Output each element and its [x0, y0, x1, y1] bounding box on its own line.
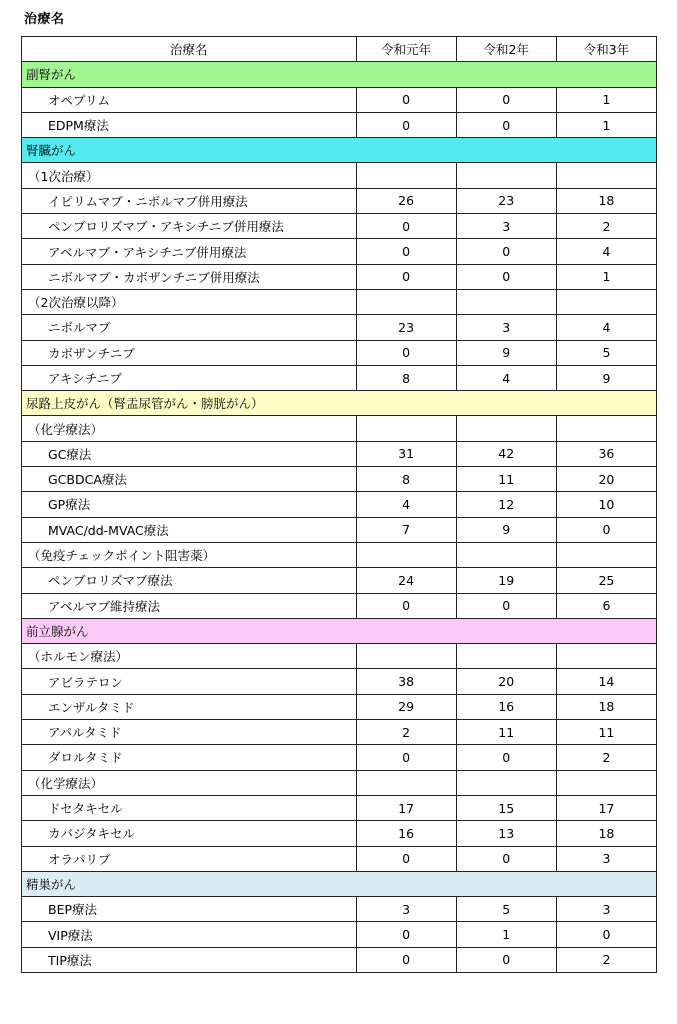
count-cell — [556, 289, 656, 314]
treatment-name: ニボルマブ — [22, 315, 357, 340]
header-treatment-name: 治療名 — [22, 37, 357, 62]
count-cell: 38 — [356, 669, 456, 694]
treatment-name: ダロルタミド — [22, 745, 357, 770]
treatment-row — [22, 897, 657, 922]
subcategory-label: （1次治療） — [22, 163, 357, 188]
count-cell: 11 — [456, 467, 556, 492]
count-cell: 23 — [356, 315, 456, 340]
count-cell: 14 — [556, 669, 656, 694]
treatment-name: BEP療法 — [22, 897, 357, 922]
treatment-row — [22, 112, 657, 137]
count-cell: 0 — [556, 922, 656, 947]
treatment-row — [22, 315, 657, 340]
treatment-name: ペンブロリズマブ・アキシチニブ併用療法 — [22, 214, 357, 239]
count-cell: 23 — [456, 188, 556, 213]
treatment-name: MVAC/dd-MVAC療法 — [22, 517, 357, 542]
treatment-row — [22, 568, 657, 593]
page-title: 治療名 — [24, 12, 65, 27]
count-cell: 17 — [556, 795, 656, 820]
count-cell: 1 — [556, 112, 656, 137]
treatment-row — [22, 795, 657, 820]
count-cell: 9 — [456, 517, 556, 542]
treatment-row — [22, 720, 657, 745]
treatment-row — [22, 188, 657, 213]
category-label: 精巣がん — [22, 871, 657, 896]
category-row — [22, 391, 657, 416]
count-cell: 8 — [356, 365, 456, 390]
subcategory-label: （ホルモン療法） — [22, 644, 357, 669]
count-cell: 25 — [556, 568, 656, 593]
count-cell — [356, 416, 456, 441]
count-cell — [556, 542, 656, 567]
subcategory-label: （免疫チェックポイント阻害薬） — [22, 542, 357, 567]
treatment-name: TIP療法 — [22, 947, 357, 972]
treatment-row — [22, 517, 657, 542]
count-cell: 0 — [356, 846, 456, 871]
category-row — [22, 138, 657, 163]
category-row — [22, 62, 657, 87]
count-cell — [456, 542, 556, 567]
treatment-name: アベルマブ・アキシチニブ併用療法 — [22, 239, 357, 264]
count-cell: 24 — [356, 568, 456, 593]
count-cell: 20 — [456, 669, 556, 694]
count-cell: 0 — [456, 593, 556, 618]
treatment-row — [22, 264, 657, 289]
count-cell: 9 — [556, 365, 656, 390]
count-cell — [456, 163, 556, 188]
count-cell: 4 — [556, 239, 656, 264]
treatment-name: イピリムマブ・ニボルマブ併用療法 — [22, 188, 357, 213]
count-cell: 13 — [456, 821, 556, 846]
treatment-row — [22, 846, 657, 871]
treatment-name: GP療法 — [22, 492, 357, 517]
treatment-row — [22, 821, 657, 846]
count-cell: 18 — [556, 188, 656, 213]
count-cell: 0 — [456, 947, 556, 972]
count-cell: 2 — [356, 720, 456, 745]
header-year-reiwa1: 令和元年 — [356, 37, 456, 62]
treatment-name: カバジタキセル — [22, 821, 357, 846]
treatment-name: ニボルマブ・カボザンチニブ併用療法 — [22, 264, 357, 289]
count-cell: 0 — [356, 745, 456, 770]
count-cell: 0 — [456, 846, 556, 871]
count-cell: 18 — [556, 694, 656, 719]
treatment-row — [22, 467, 657, 492]
count-cell: 0 — [356, 239, 456, 264]
treatment-row — [22, 365, 657, 390]
category-row — [22, 871, 657, 896]
subcategory-row — [22, 542, 657, 567]
treatment-name: カボザンチニブ — [22, 340, 357, 365]
count-cell: 0 — [456, 112, 556, 137]
count-cell — [356, 163, 456, 188]
category-label: 腎臓がん — [22, 138, 657, 163]
count-cell: 12 — [456, 492, 556, 517]
treatment-row — [22, 441, 657, 466]
treatment-row — [22, 694, 657, 719]
count-cell — [456, 416, 556, 441]
count-cell: 3 — [556, 846, 656, 871]
count-cell — [456, 770, 556, 795]
count-cell: 29 — [356, 694, 456, 719]
count-cell: 0 — [356, 593, 456, 618]
count-cell: 0 — [356, 264, 456, 289]
count-cell: 20 — [556, 467, 656, 492]
count-cell: 4 — [556, 315, 656, 340]
treatment-row — [22, 593, 657, 618]
count-cell — [356, 770, 456, 795]
count-cell: 5 — [556, 340, 656, 365]
treatment-row — [22, 745, 657, 770]
subcategory-row — [22, 289, 657, 314]
subcategory-label: （2次治療以降） — [22, 289, 357, 314]
count-cell: 16 — [456, 694, 556, 719]
count-cell: 17 — [356, 795, 456, 820]
count-cell — [556, 163, 656, 188]
count-cell: 3 — [456, 315, 556, 340]
count-cell: 0 — [356, 112, 456, 137]
count-cell: 1 — [456, 922, 556, 947]
table-body — [22, 62, 657, 973]
treatment-name: アパルタミド — [22, 720, 357, 745]
treatment-name: ドセタキセル — [22, 795, 357, 820]
treatment-row — [22, 492, 657, 517]
count-cell: 31 — [356, 441, 456, 466]
table-header-row — [22, 37, 657, 62]
treatment-name: エンザルタミド — [22, 694, 357, 719]
count-cell: 10 — [556, 492, 656, 517]
count-cell: 2 — [556, 745, 656, 770]
count-cell: 0 — [356, 947, 456, 972]
subcategory-row — [22, 416, 657, 441]
count-cell: 42 — [456, 441, 556, 466]
treatment-row — [22, 87, 657, 112]
treatment-name: VIP療法 — [22, 922, 357, 947]
treatment-row — [22, 947, 657, 972]
count-cell: 3 — [556, 897, 656, 922]
count-cell: 11 — [556, 720, 656, 745]
treatment-row — [22, 669, 657, 694]
treatment-row — [22, 214, 657, 239]
treatment-name: GCBDCA療法 — [22, 467, 357, 492]
count-cell — [556, 416, 656, 441]
subcategory-label: （化学療法） — [22, 770, 357, 795]
count-cell — [456, 289, 556, 314]
count-cell: 2 — [556, 947, 656, 972]
count-cell: 4 — [456, 365, 556, 390]
category-label: 副腎がん — [22, 62, 657, 87]
count-cell: 36 — [556, 441, 656, 466]
treatment-name: オペプリム — [22, 87, 357, 112]
count-cell — [356, 542, 456, 567]
subcategory-label: （化学療法） — [22, 416, 357, 441]
count-cell: 5 — [456, 897, 556, 922]
count-cell: 3 — [456, 214, 556, 239]
count-cell: 0 — [456, 264, 556, 289]
header-year-reiwa2: 令和2年 — [456, 37, 556, 62]
count-cell: 2 — [556, 214, 656, 239]
category-label: 前立腺がん — [22, 618, 657, 643]
count-cell: 1 — [556, 87, 656, 112]
count-cell: 7 — [356, 517, 456, 542]
count-cell: 0 — [356, 87, 456, 112]
treatment-row — [22, 922, 657, 947]
count-cell: 11 — [456, 720, 556, 745]
count-cell: 1 — [556, 264, 656, 289]
count-cell: 18 — [556, 821, 656, 846]
treatment-row — [22, 239, 657, 264]
treatment-name: EDPM療法 — [22, 112, 357, 137]
count-cell: 0 — [356, 922, 456, 947]
treatment-name: アキシチニブ — [22, 365, 357, 390]
count-cell: 6 — [556, 593, 656, 618]
treatment-row — [22, 340, 657, 365]
header-year-reiwa3: 令和3年 — [556, 37, 656, 62]
count-cell: 4 — [356, 492, 456, 517]
category-row — [22, 618, 657, 643]
category-label: 尿路上皮がん（腎盂尿管がん・膀胱がん） — [22, 391, 657, 416]
count-cell: 8 — [356, 467, 456, 492]
count-cell: 0 — [456, 239, 556, 264]
count-cell: 0 — [356, 214, 456, 239]
count-cell: 15 — [456, 795, 556, 820]
count-cell — [356, 644, 456, 669]
treatment-name: ペンブロリズマブ療法 — [22, 568, 357, 593]
treatment-table — [21, 36, 657, 973]
subcategory-row — [22, 163, 657, 188]
count-cell: 0 — [456, 87, 556, 112]
count-cell: 0 — [456, 745, 556, 770]
treatment-name: GC療法 — [22, 441, 357, 466]
count-cell: 19 — [456, 568, 556, 593]
count-cell: 16 — [356, 821, 456, 846]
count-cell: 3 — [356, 897, 456, 922]
count-cell — [556, 644, 656, 669]
count-cell: 26 — [356, 188, 456, 213]
count-cell — [556, 770, 656, 795]
count-cell: 9 — [456, 340, 556, 365]
count-cell — [456, 644, 556, 669]
count-cell: 0 — [556, 517, 656, 542]
subcategory-row — [22, 770, 657, 795]
count-cell — [356, 289, 456, 314]
treatment-name: アビラテロン — [22, 669, 357, 694]
treatment-name: オラパリブ — [22, 846, 357, 871]
treatment-name: アベルマブ維持療法 — [22, 593, 357, 618]
count-cell: 0 — [356, 340, 456, 365]
subcategory-row — [22, 644, 657, 669]
